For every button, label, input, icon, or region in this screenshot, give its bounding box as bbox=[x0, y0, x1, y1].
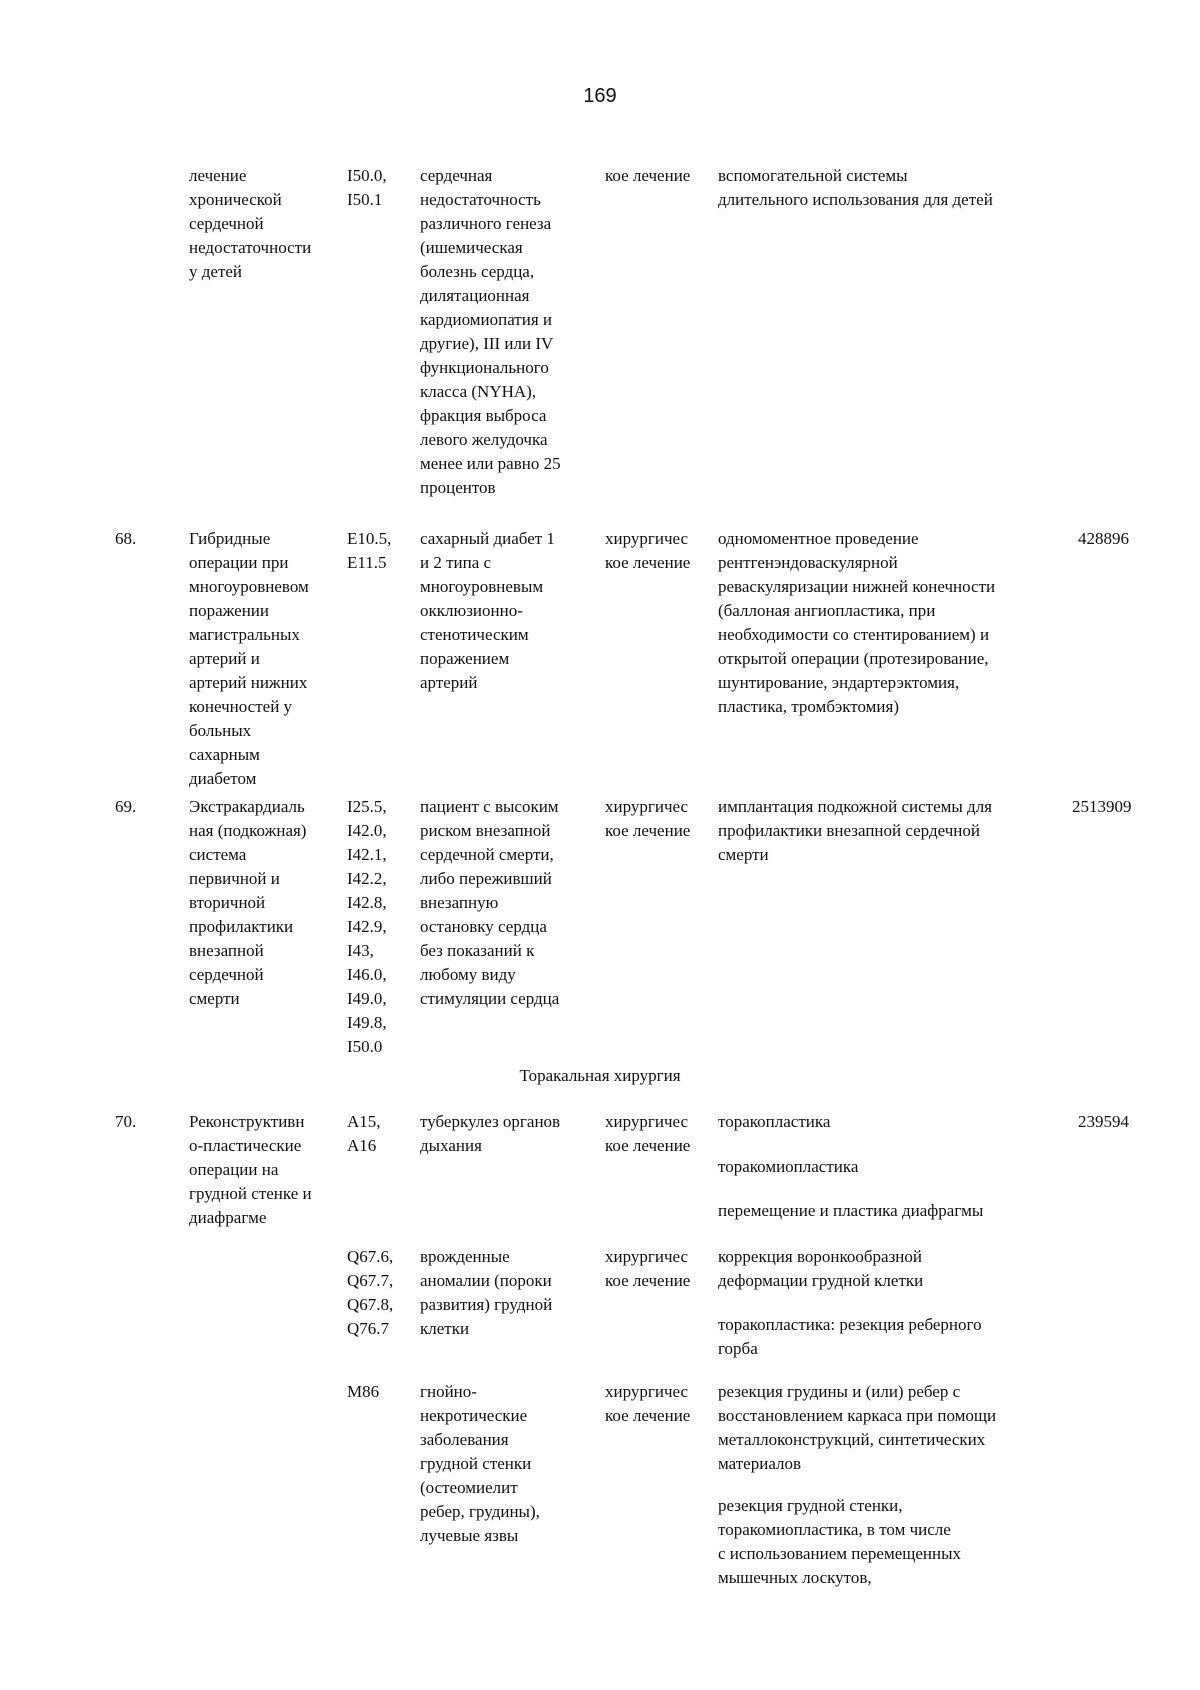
text-line: имплантация подкожной системы для bbox=[718, 797, 992, 816]
text-line: профилактики внезапной сердечной bbox=[718, 821, 980, 840]
text-line: (баллоная ангиопластика, при bbox=[718, 601, 936, 620]
row70-sub1-codes bbox=[347, 1110, 381, 1158]
text-line: торакопластика bbox=[718, 1112, 831, 1131]
text-line: внезапной bbox=[189, 941, 264, 960]
text-line: I42.1, bbox=[347, 845, 387, 864]
row67-codes bbox=[347, 164, 387, 212]
text-line: многоуровневым bbox=[420, 577, 544, 596]
text-line: I25.5, bbox=[347, 797, 387, 816]
text-line: кое лечение bbox=[605, 1136, 691, 1155]
text-line: одномоментное проведение bbox=[718, 529, 919, 548]
row69-treatment bbox=[605, 795, 690, 843]
text-line: кардиомиопатия и bbox=[420, 310, 552, 329]
text-line: E11.5 bbox=[347, 553, 387, 572]
text-line: материалов bbox=[718, 1454, 802, 1473]
text-line: магистральных bbox=[189, 625, 300, 644]
text-line: A16 bbox=[347, 1136, 377, 1155]
row70-sub3-treatment bbox=[605, 1380, 690, 1428]
text-line: болезнь сердца, bbox=[420, 262, 535, 281]
row68-price: 428896 bbox=[1078, 529, 1129, 548]
text-line: деформации грудной клетки bbox=[718, 1271, 924, 1290]
text-line: хирургичес bbox=[605, 1382, 689, 1401]
row68-number: 68. bbox=[115, 529, 137, 548]
text-line: восстановлением каркаса при помощи bbox=[718, 1406, 997, 1425]
text-line: I50.0 bbox=[347, 1037, 383, 1056]
text-line: сахарным bbox=[189, 745, 260, 764]
text-line: Q67.6, bbox=[347, 1247, 394, 1266]
text-line: Q67.7, bbox=[347, 1271, 394, 1290]
text-line: I49.0, bbox=[347, 989, 387, 1008]
text-line: лучевые язвы bbox=[420, 1526, 519, 1545]
text-line: класса (NYHA), bbox=[420, 382, 537, 401]
text-line: туберкулез органов bbox=[420, 1112, 561, 1131]
text-line: торакопластика: резекция реберного bbox=[718, 1315, 982, 1334]
text-line: стенотическим bbox=[420, 625, 529, 644]
text-line: дыхания bbox=[420, 1136, 482, 1155]
text-line: M86 bbox=[347, 1382, 380, 1401]
text-line: с использованием перемещенных bbox=[718, 1544, 962, 1563]
row70-sub2-treatment bbox=[605, 1245, 690, 1293]
row70-sub1-method-2 bbox=[718, 1155, 858, 1179]
text-line: I46.0, bbox=[347, 965, 387, 984]
text-line: клетки bbox=[420, 1319, 470, 1338]
text-line: необходимости со стентированием) и bbox=[718, 625, 990, 644]
text-line: врожденные bbox=[420, 1247, 510, 1266]
text-line: грудной стенки bbox=[420, 1454, 532, 1473]
row69-price: 2513909 bbox=[1072, 797, 1132, 816]
row70-sub2-method-2 bbox=[718, 1313, 982, 1361]
text-line: I42.9, bbox=[347, 917, 387, 936]
text-line: развития) грудной bbox=[420, 1295, 553, 1314]
text-line: (ишемическая bbox=[420, 238, 523, 257]
text-line: лечение bbox=[189, 166, 247, 185]
text-line: кое лечение bbox=[605, 821, 691, 840]
text-line: другие), III или IV bbox=[420, 334, 554, 353]
text-line: сердечная bbox=[420, 166, 493, 185]
row70-sub1-treatment bbox=[605, 1110, 690, 1158]
text-line: пациент с высоким bbox=[420, 797, 559, 816]
text-line: ная (подкожная) bbox=[189, 821, 307, 840]
text-line: гнойно- bbox=[420, 1382, 477, 1401]
text-line: I42.8, bbox=[347, 893, 387, 912]
row68-method bbox=[718, 527, 995, 719]
text-line: I43, bbox=[347, 941, 374, 960]
text-line: многоуровневом bbox=[189, 577, 309, 596]
text-line: I50.1 bbox=[347, 190, 383, 209]
row67-method bbox=[718, 164, 993, 212]
row70-price: 239594 bbox=[1078, 1112, 1129, 1131]
text-line: торакомиопластика, в том числе bbox=[718, 1520, 951, 1539]
text-line: поражении bbox=[189, 601, 270, 620]
text-line: больных bbox=[189, 721, 252, 740]
text-line: Реконструктивн bbox=[189, 1112, 305, 1131]
row70-sub1-patient bbox=[420, 1110, 560, 1158]
row70-sub2-codes bbox=[347, 1245, 393, 1341]
row70-sub3-method-2 bbox=[718, 1494, 961, 1590]
text-line: аномалии (пороки bbox=[420, 1271, 552, 1290]
text-line: риском внезапной bbox=[420, 821, 551, 840]
text-line: различного генеза bbox=[420, 214, 552, 233]
text-line: недостаточность bbox=[420, 190, 541, 209]
text-line: внезапную bbox=[420, 893, 499, 912]
text-line: ребер, грудины), bbox=[420, 1502, 540, 1521]
text-line: кое лечение bbox=[605, 553, 691, 572]
row67-treatment bbox=[605, 164, 690, 188]
text-line: сердечной bbox=[189, 965, 264, 984]
text-line: конечностей у bbox=[189, 697, 293, 716]
row70-sub3-patient bbox=[420, 1380, 540, 1548]
text-line: фракция выброса bbox=[420, 406, 547, 425]
text-line: резекция грудины и (или) ребер с bbox=[718, 1382, 961, 1401]
text-line: у детей bbox=[189, 262, 243, 281]
row67-name bbox=[189, 164, 311, 284]
text-line: функционального bbox=[420, 358, 549, 377]
text-line: либо переживший bbox=[420, 869, 552, 888]
text-line: I49.8, bbox=[347, 1013, 387, 1032]
text-line: шунтирование, эндартерэктомия, bbox=[718, 673, 960, 692]
text-line: диабетом bbox=[189, 769, 257, 788]
page-number: 169 bbox=[583, 85, 617, 107]
text-line: сердечной смерти, bbox=[420, 845, 554, 864]
text-line: металлоконструкций, синтетических bbox=[718, 1430, 986, 1449]
row70-name bbox=[189, 1110, 312, 1230]
text-line: смерти bbox=[718, 845, 769, 864]
text-line: кое лечение bbox=[605, 1406, 691, 1425]
row67-patient bbox=[420, 164, 561, 500]
text-line: операции при bbox=[189, 553, 289, 572]
text-line: I50.0, bbox=[347, 166, 387, 185]
text-line: сердечной bbox=[189, 214, 264, 233]
text-line: вспомогательной системы bbox=[718, 166, 908, 185]
text-line: кое лечение bbox=[605, 166, 691, 185]
text-line: операции на bbox=[189, 1160, 279, 1179]
text-line: кое лечение bbox=[605, 1271, 691, 1290]
text-line: стимуляции сердца bbox=[420, 989, 560, 1008]
section-title: Торакальная хирургия bbox=[519, 1066, 681, 1085]
row69-method bbox=[718, 795, 992, 867]
text-line: торакомиопластика bbox=[718, 1157, 859, 1176]
text-line: открытой операции (протезирование, bbox=[718, 649, 989, 668]
text-line: первичной и bbox=[189, 869, 280, 888]
text-line: горба bbox=[718, 1339, 758, 1358]
text-line: перемещение и пластика диафрагмы bbox=[718, 1201, 984, 1220]
row68-codes bbox=[347, 527, 391, 575]
text-line: Q76.7 bbox=[347, 1319, 390, 1338]
text-line: коррекция воронкообразной bbox=[718, 1247, 922, 1266]
text-line: и 2 типа с bbox=[420, 553, 492, 572]
text-line: Q67.8, bbox=[347, 1295, 394, 1314]
text-line: E10.5, bbox=[347, 529, 392, 548]
text-line: смерти bbox=[189, 989, 240, 1008]
row68-patient bbox=[420, 527, 555, 695]
text-line: менее или равно 25 bbox=[420, 454, 561, 473]
text-line: недостаточности bbox=[189, 238, 312, 257]
text-line: о-пластические bbox=[189, 1136, 302, 1155]
row70-sub3-codes bbox=[347, 1380, 379, 1404]
row70-sub1-method-1 bbox=[718, 1110, 830, 1134]
text-line: сахарный диабет 1 bbox=[420, 529, 555, 548]
text-line: вторичной bbox=[189, 893, 266, 912]
text-line: хирургичес bbox=[605, 529, 689, 548]
row68-treatment bbox=[605, 527, 690, 575]
text-line: хирургичес bbox=[605, 1247, 689, 1266]
row70-sub3-method-1 bbox=[718, 1380, 996, 1476]
text-line: I42.2, bbox=[347, 869, 387, 888]
text-line: поражением bbox=[420, 649, 510, 668]
text-line: без показаний к bbox=[420, 941, 535, 960]
row69-patient bbox=[420, 795, 559, 1011]
row70-number: 70. bbox=[115, 1112, 137, 1131]
text-line: профилактики bbox=[189, 917, 294, 936]
row69-name bbox=[189, 795, 306, 1011]
text-line: левого желудочка bbox=[420, 430, 548, 449]
text-line: любому виду bbox=[420, 965, 516, 984]
text-line: (остеомиелит bbox=[420, 1478, 518, 1497]
text-line: заболевания bbox=[420, 1430, 509, 1449]
text-line: хирургичес bbox=[605, 1112, 689, 1131]
text-line: некротические bbox=[420, 1406, 528, 1425]
text-line: рентгенэндоваскулярной bbox=[718, 553, 898, 572]
text-line: дилятационная bbox=[420, 286, 530, 305]
text-line: остановку сердца bbox=[420, 917, 547, 936]
text-line: реваскуляризации нижней конечности bbox=[718, 577, 996, 596]
text-line: окклюзионно- bbox=[420, 601, 523, 620]
text-line: Экстракардиаль bbox=[189, 797, 305, 816]
text-line: мышечных лоскутов, bbox=[718, 1568, 872, 1587]
text-line: хирургичес bbox=[605, 797, 689, 816]
text-line: процентов bbox=[420, 478, 496, 497]
text-line: диафрагме bbox=[189, 1208, 267, 1227]
row70-sub2-method-1 bbox=[718, 1245, 923, 1293]
row69-number: 69. bbox=[115, 797, 137, 816]
text-line: артерий и bbox=[189, 649, 260, 668]
text-line: система bbox=[189, 845, 247, 864]
text-line: пластика, тромбэктомия) bbox=[718, 697, 900, 716]
text-line: артерий bbox=[420, 673, 478, 692]
text-line: резекция грудной стенки, bbox=[718, 1496, 903, 1515]
row70-sub1-method-3 bbox=[718, 1199, 983, 1223]
row68-name bbox=[189, 527, 309, 791]
text-line: хронической bbox=[189, 190, 282, 209]
text-line: длительного использования для детей bbox=[718, 190, 993, 209]
text-line: Гибридные bbox=[189, 529, 271, 548]
text-line: I42.0, bbox=[347, 821, 387, 840]
row70-sub2-patient bbox=[420, 1245, 552, 1341]
row69-codes bbox=[347, 795, 387, 1059]
text-line: A15, bbox=[347, 1112, 381, 1131]
text-line: грудной стенке и bbox=[189, 1184, 312, 1203]
text-line: артерий нижних bbox=[189, 673, 308, 692]
